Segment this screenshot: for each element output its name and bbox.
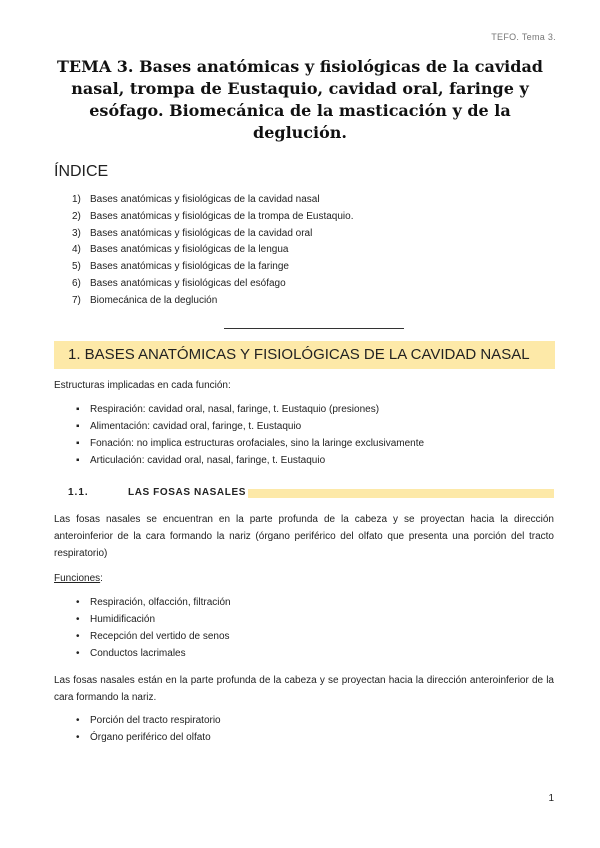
bullet-icon: • [76,648,80,659]
list-item-text: Recepción del vertido de senos [90,631,230,642]
index-item [72,276,353,293]
index-item-text: Bases anatómicas y fisiológicas de la lengua [90,244,289,256]
list-item-text: Respiración, olfacción, filtración [90,597,231,608]
bullet-icon: ▪ [76,421,80,432]
index-item-text: Bases anatómicas y fisiológicas de la trompa de Eustaquio. [90,210,354,222]
bullet-icon: • [76,597,80,608]
paragraph: Las fosas nasales se encuentran en la parte profunda de la cabeza y se proyectan hacia la dirección anteroinferior de la cara formando la nariz (órgano periférico del olfato que presenta una porción del tracto respiratorio) [54,514,554,559]
index-item-text: Bases anatómicas y fisiológicas del esófago [90,277,286,289]
subsection-title: LAS FOSAS NASALES [128,487,246,498]
list-item-text: Porción del tracto respiratorio [90,715,221,726]
index-item-number: 6) [72,277,81,289]
index-item-number: 7) [72,294,81,306]
list-item [76,712,221,729]
index-item [72,242,353,259]
list-item [76,452,424,469]
index-item-number: 4) [72,244,81,256]
parts-list [76,712,221,746]
index-item-text: Biomecánica de la deglución [90,294,218,306]
bullet-icon: • [76,732,80,743]
page-number: 1 [548,793,554,804]
list-item-text: Respiración: cavidad oral, nasal, faringe, t. Eustaquio (presiones) [90,404,380,415]
index-item-number: 3) [72,227,81,239]
index-item [72,259,353,276]
list-item-text: Fonación: no implica estructuras orofaciales, sino la laringe exclusivamente [90,438,425,449]
list-item-text: Humidificación [90,614,156,625]
index-item-number: 5) [72,261,81,273]
index-item-number: 1) [72,194,81,205]
list-item [76,628,231,645]
list-item [76,729,221,746]
index-heading: ÍNDICE [54,163,109,180]
bullet-icon: ▪ [76,455,80,466]
bullet-icon: • [76,614,80,625]
bullet-icon: ▪ [76,404,80,415]
list-item-text: Alimentación: cavidad oral, faringe, t. Eustaquio [90,421,302,432]
index-item [72,192,353,209]
section-heading: 1. BASES ANATÓMICAS Y FISIOLÓGICAS DE LA CAVIDAD NASAL [54,341,555,369]
index-item-text: Bases anatómicas y fisiológicas de la cavidad nasal [90,194,320,205]
list-item [76,594,231,611]
index-list [72,192,353,310]
running-header: TEFO. Tema 3. [491,32,556,42]
subsection-number: 1.1. [68,487,89,498]
index-item-number: 2) [72,210,81,222]
bullet-icon: ▪ [76,438,80,449]
index-item [72,293,353,310]
index-item [72,226,353,243]
index-item [72,209,353,226]
funciones-list [76,594,231,662]
list-item [76,435,424,452]
section-intro: Estructuras implicadas en cada función: [54,380,231,391]
index-item-text: Bases anatómicas y fisiológicas de la cavidad oral [90,227,313,239]
bullet-icon: • [76,715,80,726]
document-title: TEMA 3. Bases anatómicas y fisiológicas de la cavidad nasal, trompa de Eustaquio, cavidad oral, faringe y esófago. Biomecánica de la masticación y de la deglución. [57,57,543,142]
list-item-text: Articulación: cavidad oral, nasal, faringe, t. Eustaquio [90,455,326,466]
bullet-icon: • [76,631,80,642]
index-item-text: Bases anatómicas y fisiológicas de la faringe [90,261,289,273]
list-item-text: Órgano periférico del olfato [90,732,211,743]
funciones-label [54,570,554,587]
list-item [76,611,231,628]
funciones-label-text: Funciones [54,573,101,584]
list-item [76,645,231,662]
subsection-heading [64,484,555,502]
horizontal-divider [224,328,404,329]
highlight-bar [248,489,554,498]
paragraph: Las fosas nasales están en la parte profunda de la cabeza y se proyectan hacia la dirección anteroinferior de la cara formando la nariz. [54,675,554,703]
list-item [76,418,424,435]
list-item [76,401,424,418]
list-item-text: Conductos lacrimales [90,648,186,659]
funciones-label-colon: : [100,573,103,584]
functions-structures-list [76,401,424,469]
